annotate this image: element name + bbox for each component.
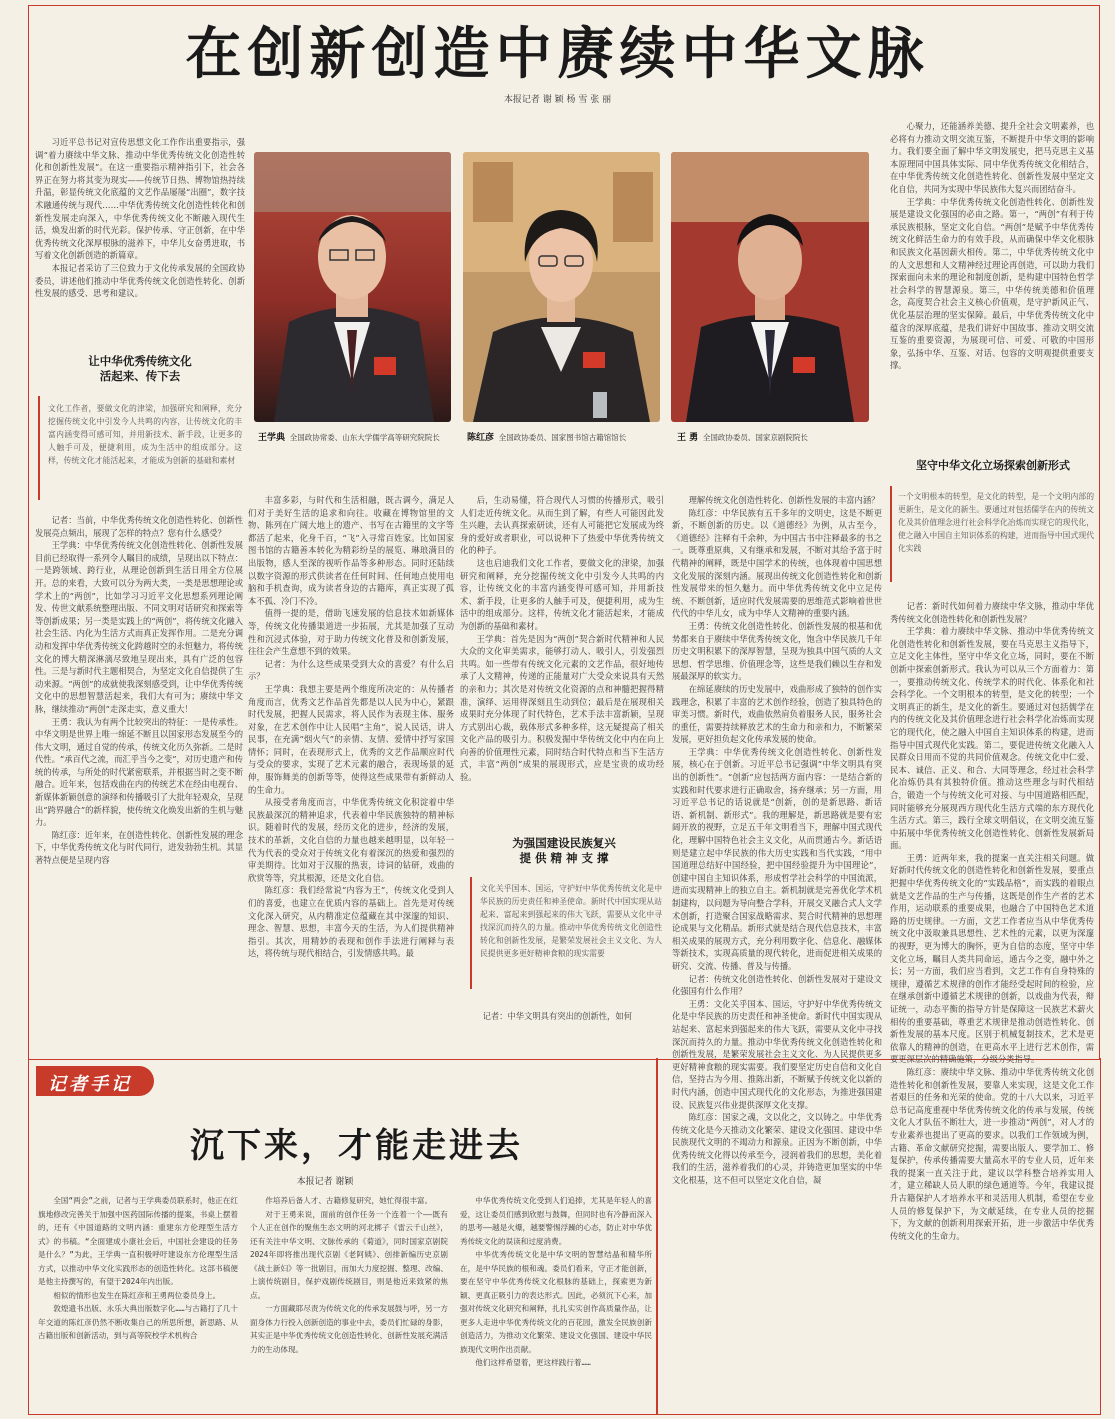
essay-column-3: 中华优秀传统文化受到人们追捧，尤其是年轻人的喜爱，这让委员们感到欣慰与鼓舞，但同时也有冷静而深入的思考——越是火爆，越要警惕浮躁的心态，防止对中华优秀传统文化的误读和过度消费。 中华优秀传统文化是中华文明的智慧结晶和精华所在，是中华民族的根和魂。委员们看来，守正才能创新，要在坚守中华优秀传统文化根脉的基础上，探索更为新颖、更真正吸引力的表达形式。因此，必须沉下心来，加强对传统文化研究和阐释，扎扎实实创作高质量作品，让更多人走进中华优秀传统文化的百花园，激发全民族创新创造活力，为推动文化繁荣、建设文化强国、建设中华民族现代文明作出贡献。 他们这样希望着，更这样践行着…… (460, 1196, 652, 1367)
section2-title: 为强国建设民族复兴 提 供 精 神 支 撑 (512, 836, 616, 865)
essay-headline: 沉下来，才能走进去 (190, 1126, 523, 1166)
byline: 本报记者 谢 颖 杨 雪 张 丽 (503, 95, 612, 105)
caption-1: 王学典 全国政协常委、山东大学儒学高等研究院院长 (258, 433, 440, 443)
section3-pullquote: 一个文明根本的转型，是文化的转型，是一个文明内部的更新生，是文化的新生。要通过对包括儒学在内的传统文化及其价值理念进行社会科学化冶炼而实现它的现代化，使之融入中国自主知识体系的构建，进而指导中国式现代化实践 (898, 492, 1094, 553)
portrait-chen-hongyan (463, 152, 660, 422)
column-5-bottom: 记者：新时代如何着力赓续中华文脉，推动中华优秀传统文化创造性转化和创新性发展？ 王学典：着力赓续中华文脉、推动中华优秀传统文化创造性转化和创新性发展，要在马克思主义指导下，立足文化主体性，坚守中华文化立场，同时，要在不断创新中探索创新形式。我认为可以从三个方面着力：第一，要推动传统文化、传统学术的时代化、体系化和社会科学化。一个文明根本的转型，是文化的转型；一个文明真正的新生，是文化的新生。要通过对包括儒学在内的传统文化及其价值理念进行社会科学化冶炼而实现它的现代化，使之融入中国自主知识体系的构建，进而指导中国式现代化实践。第二，要促进传统文化融入人民群众日用而不觉的共同价值观念。传统文化中仁爱、民本、诚信、正义、和合、大同等理念，经过社会科学化冶炼仍具有其独特价值。推动这些理念与时代相结合，锻造一个与传统文化可对接、与中国道路相匹配，同时能够充分展现西方现代化生活方式端的东方现代化生活方式。第三，践行全球文明倡议，在文明交流互鉴中拓展中华优秀传统文化创造性转化、创新性发展新局面。 王勇：近两年来，我的提案一直关注相关问题。做好新时代传统文化的创造性转化和创新性发展，要重点把握中华优秀传统文化的“实践品格”，而实践的着眼点就是文艺作品的生产与传播，这既是创作生产者的艺术作用，运动联系的重要成果，也融合了中国特色艺术道路的历史规律。一方面，文艺工作者应当从中华优秀传统文化中汲取兼具思想性、艺术性的元素，以更为深邃的视野，更为博大的胸怀，更为自信的态度，坚守中华文化立场，瞩目人类共同命运，通古今之变，融中外之长；另一方面，我们应当看到，文艺工作有自身特殊的规律，遵循艺术规律的创作才能经受起时间的检验，应在继承创新中遵循艺术规律的创新，以戏曲为代表，辩证统一，动态平衡的指导方针是保障这一民族艺术薪火相传的重要基础，尊重艺术规律是推动创造性转化、创新性发展的基本尺度。区别于机械复制技术，艺术是更依靠人的精神的创造，在更高水平上进行艺术创作，需要更深层次的精确施策，分级分类指导。 陈红彦：赓续中华文脉、推动中华优秀传统文化创造性转化和创新性发展，要靠人来实现，这是文化工作者艰巨的任务和光荣的使命。党的十八大以来，习近平总书记高度重视中华优秀传统文化的传承与发展，传统文化人才队伍不断壮大，进一步推动“两创”，对人才的专业素养也提出了更高的要求。以我们工作领域为例，古籍、革命文献研究挖掘，需要出版人、要学加工、修复保护，传承传播需要大量高水平的专业人员，近年来我的提案一直关注于此，建议以学科整合培养实用人才，建立稀缺人员人职的绿色通道等。今年，我建议提升古籍保护人才培养水平和灵活用人机制，希望在专业人员的修复保护下，为文献延续，在专业人员的挖掘下，为文献的创新利用探索开拓，进一步激活中华优秀传统文化的生命力。 (890, 601, 1094, 1241)
column-1: 记者：当前，中华优秀传统文化创造性转化、创新性发展亮点频出，展现了怎样的特点？您有什么感受？ 王学典：中华优秀传统文化创造性转化、创新性发展目前已经取得一系列令人瞩目的成绩，呈现出以下特点：一是跨领域、跨行业，从理论创新到生活日用全方位展开。总的来看，大致可以分为两大类，一类是思想理论或学术上的“两创”，比如学习习近平文化思想系列理论阐发、传世文献系统整理出版、不同文明对话研究和探索等等创新成果；另一类是实践上的“两创”，将传统文化融入社会生活、内化为生活方式而真正发挥作用。二是充分调动和发挥中华优秀传统文化跨越时空的永恒魅力，将传统文化的博大精深淋漓尽致地呈现出来，具有广泛的包容性。三是与新时代主题相契合，为坚定文化自信提供了生动来源。“两创”的成就使我深刻感受到，让中华优秀传统文化中的思想智慧活起来，我们大有可为；赓续中华文脉，继续推动“两创”走深走实，意义重大！ 王勇：我认为有两个比较突出的特征：一是传承性。中华文明是世界上唯一绵延不断且以国家形态发展至今的伟大文明，通过自觉的传承，传统文化历久弥新。二是时代性。“承百代之流，而汇乎当今之变”，对历史遗产和传统的传承，与所处的时代紧密联系，并根据当时之变不断融合。近年来，包括戏曲在内的传统艺术在经由电视台、新媒体新颖创意的演绎和传播吸引了大批年轻观众，呈现出“跨界融合”的新样貌，使传统文化焕发出新的生机与魅力。 陈红彦：近年来，在创造性转化、创新性发展的理念下，中华优秀传统文化与时代同行，进发勃勃生机。其显著特点便是呈现内容 (35, 515, 243, 866)
column-3: 后，生动易懂，符合现代人习惯的传播形式，吸引人们走近传统文化。从而生到了解，有些人可能因此发生兴趣，去认真探索研读，还有人可能把它发展成为终身的爱好或者职业，可以说种下了热爱中华优秀传统文化的种子。 这也启迪我们文化工作者，要做文化的津梁，加强研究和阐释，充分挖掘传统文化中引发今人共鸣的内容，让传统文化的丰富内涵变得可感可知，并用新技术、新手段，让更多的人触手可及，便捷利用，成为生活中的组成部分。这样，传统文化才能活起来，才能成为创新的基础和素材。 王学典：首先是因为“两创”契合新时代精神和人民大众的文化审美需求，能够打动人、吸引人，引发强烈共鸣。如一些带有传统文化元素的文艺作品，很好地传承了人文精神，传递的正能量对广大受众来说具有天然的亲和力；其次是对传统文化资源的点和神髓把握得精准，演绎、运用得深刻且生动到位；最后是在展现相关成果时充分体现了时代特色，艺术手法丰富新颖，呈现方式别出心裁，载体形式多种多样，这无疑提高了相关文化产品的吸引力。积极发掘中华传统文化中内在向上向善的价值理性元素，同时结合时代特点和当下生活方式，丰富“两创”成果的展现形式，应是宝贵的成功经验。 (460, 495, 664, 783)
essay-column-2: 作培养后备人才、古籍修复研究，她忙得很丰富。 对于王勇来说，面前的创作任务一个连着一个——既有个人正在创作的聚焦生态文明的河北梆子《雷云千山丝》，还有关注中华文明、文脉传承的《菊道》，同时国家京剧院2024年即将推出现代京剧《老阿姨》、创排新编历史京剧《战土新妇》等一批剧目，而加大力度挖掘、整理、改编、上演传统剧目，保护戏剧传统剧目，则是他近来致紧的焦点。 一方面藏耶尽责为传统文化的传承发展鼓与呼，另一方面身体力行投入创新创造的事业中去，委员们忙碌的身影，其实正是中华优秀传统文化创造性转化、创新性发展充满活力的生动体现。 (250, 1196, 448, 1354)
essay-byline: 本报记者 谢颖 (296, 1177, 354, 1187)
section1-pullquote: 文化工作者，要做文化的津梁，加强研究和阐释，充分挖掘传统文化中引发今人共鸣的内容，让传统文化的丰富内涵变得可感可知，并用新技术、新手段，让更多的人触手可及，便捷利用，成为生活中的组成部分。这样，传统文化才能活起来，才能成为创新的基础和素材 (48, 404, 242, 465)
intro-text: 习近平总书记对宣传思想文化工作作出重要指示，强调“着力赓续中华文脉、推动中华优秀传统文化创造性转化和创新性发展”。在这一重要指示精神指引下，社会各界正在努力将其变为现实——传统节日热、博物馆热持续升温，彰显传统文化底蕴的文艺作品屡屡“出圈”，数字技术融通传统与现代……中华优秀传统文化创造性转化和创新性发展走向深入，中华优秀传统文化不断融入现代生活，焕发出新的时代光彩。保护传承、守正创新，在中华优秀传统文化深厚根脉的滋养下，中华儿女奋勇进取，书写着文化创新创造的新篇章。 本报记者采访了三位致力于文化传承发展的全国政协委员，讲述他们推动中华优秀传统文化创造性转化、创新性发展的感受、思考和建议。 (35, 137, 245, 299)
caption-3: 王 勇 全国政协委员、国家京剧院院长 (677, 433, 808, 443)
column-4: 理解传统文化创造性转化、创新性发展的丰富内涵？ 陈红彦：中华民族有五千多年的文明史，这是不断更新，不断创新的历史。以《道德经》为例，从古至今，《道德经》注释有千余种，为中国古书中注释最多的书之一。既尊重原典，又有继承和发展，不断对其给予富于时代精神的阐释，既是中国学术的传统，也体现着中国思想文化发展的深刻内涵。展现出传统文化创造性转化和创新性发展带来的恒久魅力。而中华优秀传统文化中立足传统、不断创新，适应时代发展需要的思维范式影响着世世代代的中华儿女，成为中华人文精神的重要内涵。 王勇：传统文化创造性转化、创新性发展的根基和优势都来自于赓续中华优秀传统文化，饱含中华民族几千年历史文明积累下的深厚智慧，呈现为独具中国气质的人文思想、哲学思维、价值理念等，这些是我们赖以生存和发展最深厚的软实力。 在绵延赓续的历史发展中，戏曲形成了独特的创作实践理念，积累了丰富的艺术创作经验，创造了独具特色的审美习惯。新时代，戏曲依然肩负着服务人民，服务社会的重任，需要持续释放艺术的生命力和亲和力，不断繁荣发展，更好担负起文化传承发展的使命。 王学典：中华优秀传统文化创造性转化、创新性发展，核心在于创新。习近平总书记强调“中华文明具有突出的创新性”。“创新”应包括两方面内容：一是结合新的实践和时代要求进行正确取舍，扬弃继承；另一方面，用习近平总书记的话说就是“创新，创的是新思路、新话语、新机制、新形式”。我的理解是，新思路就是要有宏阔开放的视野，立足五千年文明看当下，理解中国式现代化，理解中国特色社会主义文化，从而贯通古今。新话语则是建立起中华民族的伟大历史实践和当代实践，“用中国道理总结好中国经验，把中国经验提升为中国理论”，创建中国自主知识体系，形成哲学社会科学的中国流派，进而实现精神上的独立自主。新机制就是完善优化学术机制建构，以问题为导向整合学科，开展交叉融合式人文学术创新，打造聚合国家战略需求、契合时代精神的思想理论成果与文化精品。新形式就是结合现代信息技术，丰富相关成果的展现方式，充分利用数字化、信息化、融媒体等新技术，实现高质量的现代转化，进而促进相关成果的研究、交流、传播、普及与传播。 记者：传统文化创造性转化、创新性发展对于建设文化强国有什么作用？ 王勇：文化关乎国本、国运，守护好中华优秀传统文化是中华民族的历史责任和神圣使命。新时代中国实现从站起来、富起来到强起来的伟大飞跃，需要从文化中寻找深沉而持久的力量。推动中华优秀传统文化创造性转化和创新性发展，是繁荣发展社会主义文化、为人民提供更多更好精神食粮的现实需要。我们要坚定历史自信和文化自信，坚持古为今用、推陈出新，不断赋予传统文化以新的时代内涵，创造中国式现代化的文化形态，为推进强国建设、民族复兴伟业提供深厚文化支撑。 陈红彦：国家之魂，文以化之，文以铸之。中华优秀传统文化是今天推动文化繁荣、建设文化强国、建设中华民族现代文明的不竭动力和源泉。正因为不断创新，中华优秀传统文化得以传承至今，浸润着我们的思想，美化着我们的生活，滋养着我们的心灵，并铸造更加坚实的中华文化根基，这不但可以坚定文化自信，凝 (672, 495, 882, 1186)
page-headline: 在创新创造中赓续中华文脉 (185, 21, 930, 87)
quote-bar (38, 396, 40, 500)
column-2: 丰富多彩，与时代和生活相融，既古调今，满足人们对于美好生活的追求和向往。收藏在博物馆里的文物、陈列在广阔大地上的遗产、书写在古籍里的文字等都活了起来，化身千百，“飞”入寻常百姓家。比如国家图书馆的古籍善本转化为精彩纷呈的展览、琳琅满目的出版物，感人至深的视听作品等多种形态。同时还陆续以数字资源的形式供读者在任何时间、任何地点使用电脑和手机查询，成为读者身边的古籍库，真正实现了孤本不孤、冷门不冷。 值得一提的是，借助飞速发展的信息技术如新媒体等，传统文化传播渠道进一步拓展，尤其是加强了互动性和沉浸式体验，对于助力传统文化普及和创新发展，往往会产生意想不到的效果。 记者：为什么这些成果受到大众的喜爱？有什么启示？ 王学典：我想主要是两个维度所决定的：从传播者角度而言，优秀文艺作品首先都是以人民为中心，紧跟时代发展，把握人民需求，将人民作为表现主体、服务对象，在艺术创作中让人民唱“主角”，说人民话，讲人民事，在充满“烟火气”的亲情、友情、爱情中抒写家国情怀；同时，在表现形式上，优秀的文艺作品顺应时代与受众的要求，实现了艺术元素的融合，表现场景的延伸，服饰舞美的创新等等，使得这些成果带有新鲜动人的生命力。 从接受者角度而言，中华优秀传统文化积淀着中华民族最深沉的精神追求，代表着中华民族独特的精神标识。随着时代的发展，经历文化的进步，经济的发展，技术的革新，文化自信的力量也越来越明显，以年轻一代为代表的受众对于传统文化有着深沉的热爱和强烈的审美期待。比如对于汉服的热衷，诗词的钻研，戏曲的欣赏等等，究其根源，还是文化自信。 陈红彦：我们经常说“内容为王”，传统文化受到人们的喜爱，也建立在优质内容的基础上。首先是对传统文化深入研究，从内精准定位蕴藏在其中深邃的知识、理念、智慧、思想，丰富今天的生活，为人们提供精神指引。其次，用精妙的表现和创作手法进行阐释与表达，将传统与现代相结合，引发情感共鸣。最 (248, 495, 454, 959)
notes-badge-text: 记者手记 (48, 1074, 132, 1095)
essay-column-1: 全国“两会”之前，记者与王学典委员联系时，他正在红旗地修改完善关于加强中医药国际传播的提案，书桌上摆着的，还有《中国道路的文明内涵：重建东方伦理型生活方式》的书稿。“全面建成小康社会后，中国社会建设的任务是什么？”为此，王学典一直积极呼吁建设东方伦理型生活方式，以推动中华文化实践形态的创造性转化。这部书稿便是他主持撰写的，有望于2024年内出版。 相似的情形也发生在陈红彦和王勇两位委员身上。 敦煌遗书出版、永乐大典出版数字化……与古籍打了几十年交道的陈红彦仍然不断收集自己的所思所想，新思路、从古籍出版和创新活动，到与高等院校学术机构合 (38, 1196, 238, 1340)
caption-2: 陈红彦 全国政协委员、国家图书馆古籍馆馆长 (467, 433, 627, 443)
quote-bar (470, 877, 472, 989)
quote-bar (890, 486, 892, 582)
column-5-top: 心聚力，还能涵养美德、提升全社会文明素养，也必将有力推动文明交流互鉴，不断提升中华文明的影响力。我们要全面了解中华文明发展史，把马克思主义基本原理同中国具体实际、同中华优秀传统文化相结合，在中华优秀传统文化创造性转化、创新性发展中坚定文化自信，共同为实现中华民族伟大复兴而团结奋斗。 王学典：中华优秀传统文化创造性转化、创新性发展是建设文化强国的必由之路。第一，“两创”有利于传承民族根脉，坚定文化自信。“两创”是赋予中华优秀传统文化鲜活生命力的有效手段，从而确保中华文化根脉和民族文化基因薪火相传。第二，中华优秀传统文化中的人文思想和人文精神经过理论再创造，可以助力我们探索面向未来的理论和制度创新，是构建中国特色哲学社会科学的智慧源泉。第三，中华传统美德和价值理念，高度契合社会主义核心价值观，是守护新风正气、优化基层治理的坚实保障。最后，中华优秀传统文化中蕴含的深厚底蕴，是我们讲好中国故事、推动文明交流互鉴的重要资源，为展现可信、可爱、可敬的中国形象，弘扬中华、互鉴、对话、包容的文明观提供重要支撑。 (890, 121, 1094, 371)
section3-title: 坚守中华文化立场探索创新形式 (916, 459, 1070, 472)
portrait-wang-xuedian (254, 152, 451, 422)
section2-pullquote: 文化关乎国本、国运，守护好中华优秀传统文化是中华民族的历史责任和神圣使命。新时代中国实现从站起来、富起来到强起来的伟大飞跃，需要从文化中寻找深沉而持久的力量。推动中华优秀传统文化创造性转化和创新性发展，是繁荣发展社会主义文化、为人民提供更多更好精神食粮的现实需要 (480, 884, 662, 958)
portrait-wang-yong (671, 152, 869, 422)
column-3-tail: 记者：中华文明具有突出的创新性，如何 (482, 1011, 632, 1021)
section1-title: 让中华优秀传统文化 活起来、传下去 (88, 354, 192, 383)
